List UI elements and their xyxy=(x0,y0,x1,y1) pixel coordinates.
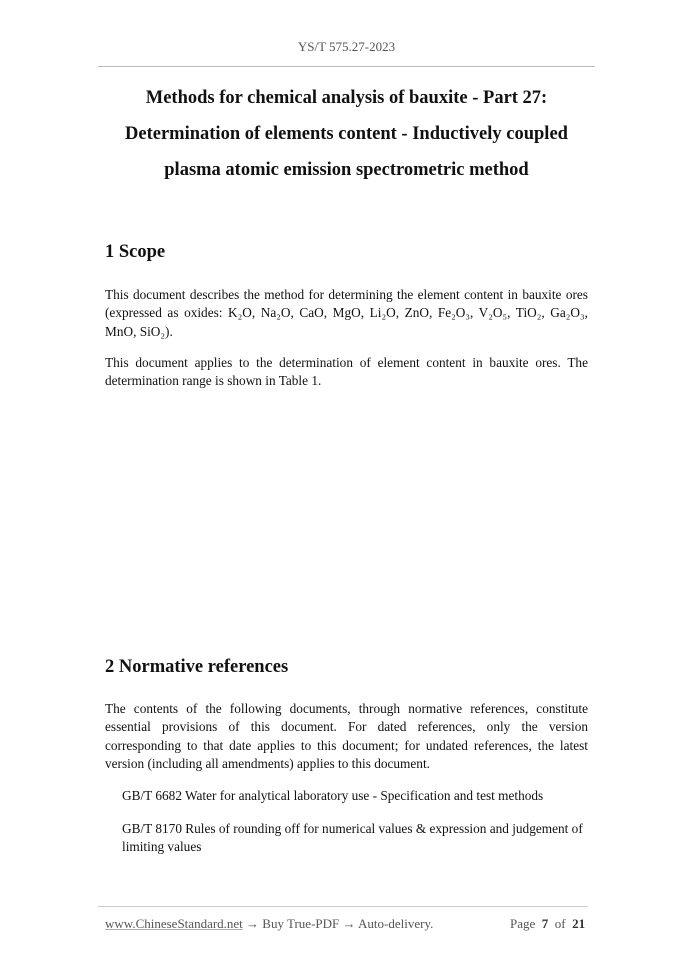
title-line-3: plasma atomic emission spectrometric method xyxy=(164,160,529,180)
of-label: of xyxy=(554,916,566,931)
page-indicator xyxy=(510,916,585,932)
footer-promo-text: → Buy True-PDF → Auto-delivery. xyxy=(242,916,434,931)
footer-promo xyxy=(105,916,433,932)
section-heading-normative-references: 2 Normative references xyxy=(105,657,289,677)
normative-paragraph: The contents of the following documents, through normative references, constitute essential provisions of this document. For dated references, only the version corresponding to that date applies to this document; for undated references, the latest version (including all amendments) applies to this document. xyxy=(105,701,588,771)
title-line-1: Methods for chemical analysis of bauxite - Part 27: xyxy=(145,88,548,108)
page-label: Page xyxy=(510,916,536,931)
title-line-2: Determination of elements content - Inductively coupled xyxy=(125,124,568,144)
section-heading-scope: 1 Scope xyxy=(105,242,166,262)
total-pages: 21 xyxy=(572,916,586,931)
reference-item: GB/T 6682 Water for analytical laboratory use - Specification and test methods xyxy=(122,788,544,803)
header-divider xyxy=(98,66,595,67)
scope-paragraph-1: This document describes the method for determining the element content in bauxite ores (expressed as oxides: K₂O, Na₂O, CaO, MgO, Li₂O, ZnO, Fe₂O₃, V₂O₅, TiO₂, Ga₂O₃, MnO, SiO₂). xyxy=(105,287,588,339)
current-page: 7 xyxy=(541,916,549,931)
document-number-header: YS/T 575.27-2023 xyxy=(297,39,396,54)
reference-item: GB/T 8170 Rules of rounding off for numerical values & expression and judgement of limiting values xyxy=(122,821,583,855)
website-link[interactable]: www.ChineseStandard.net xyxy=(105,916,243,931)
footer-divider xyxy=(98,906,588,907)
scope-paragraph-2: This document applies to the determination of element content in bauxite ores. The determination range is shown in Table 1. xyxy=(105,355,588,389)
